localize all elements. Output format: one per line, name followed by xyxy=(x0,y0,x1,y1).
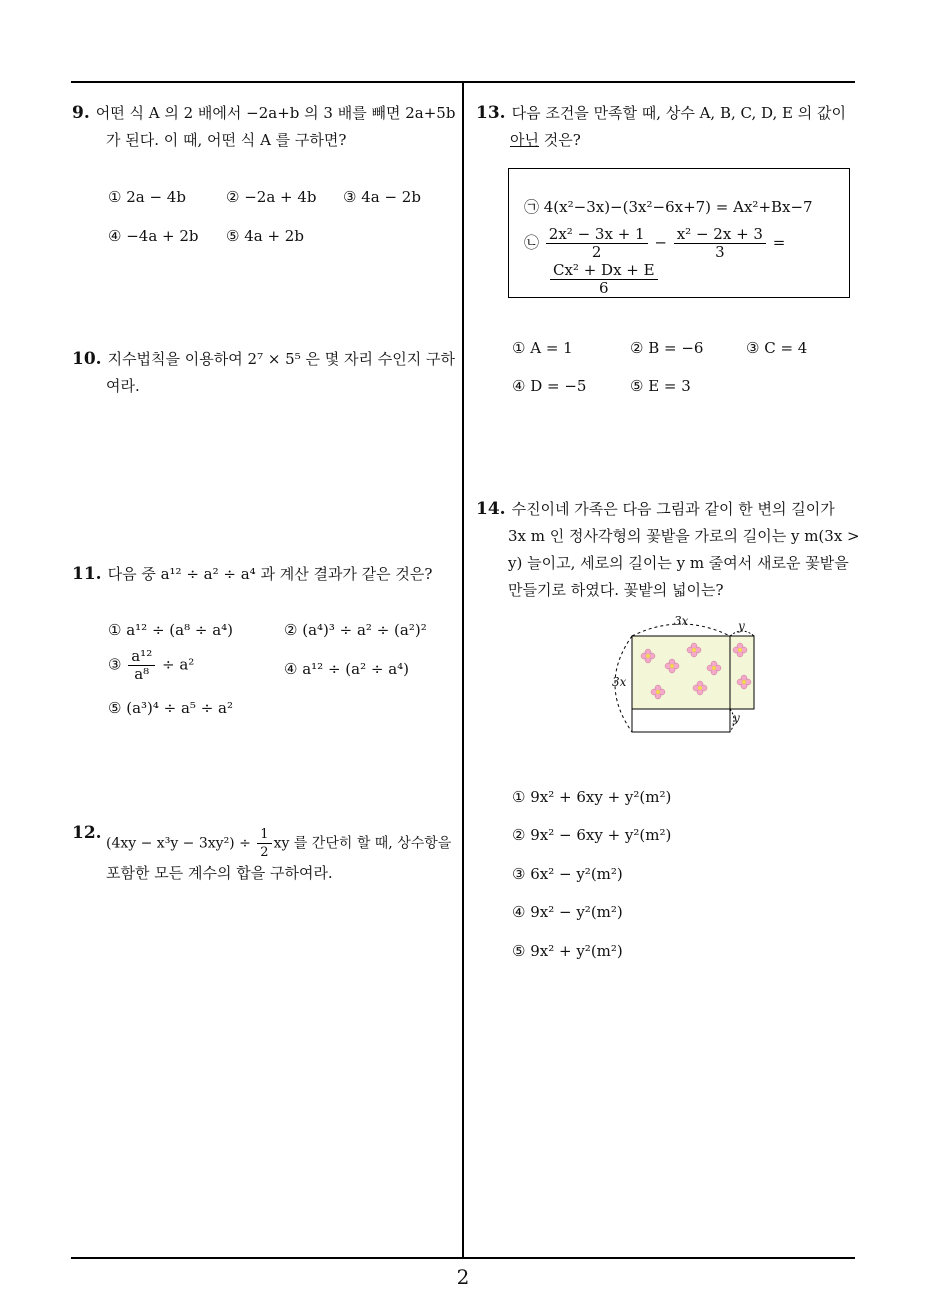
condition-marker: ㉡ xyxy=(524,233,540,252)
fraction xyxy=(550,262,658,297)
fig-label-top: 3x xyxy=(674,614,689,628)
numerator: a¹² xyxy=(128,648,155,666)
q11-option-1[interactable]: ① a¹² ÷ (a⁸ ÷ a⁴) xyxy=(108,621,234,639)
question-text: 여라. xyxy=(106,377,140,395)
fraction xyxy=(257,826,271,861)
q14-option-5[interactable]: ⑤ 9x² + y²(m²) xyxy=(512,942,623,960)
numerator: 1 xyxy=(257,826,271,844)
condition-1: ㉠ 4(x²−3x)−(3x²−6x+7) = Ax²+Bx−7 xyxy=(524,198,813,216)
question-9 xyxy=(72,100,457,154)
option-marker: ③ xyxy=(108,655,122,674)
condition-2-rhs xyxy=(548,262,660,297)
numerator: x² − 2x + 3 xyxy=(674,226,766,244)
question-text: y) 늘이고, 세로의 길이는 y m 줄여서 새로운 꽃밭을 xyxy=(508,554,849,572)
denominator: 3 xyxy=(715,243,725,261)
fig-label-y-top: y xyxy=(738,619,745,633)
question-text: 것은? xyxy=(538,131,581,149)
question-text: 3x m 인 정사각형의 꽃밭을 가로의 길이는 y m(3x > xyxy=(508,527,860,545)
q9-option-3[interactable]: ③ 4a − 2b xyxy=(343,188,421,206)
q14-option-1[interactable]: ① 9x² + 6xy + y²(m²) xyxy=(512,788,672,806)
question-number: 14. xyxy=(476,499,506,519)
question-text: 지수법칙을 이용하여 2⁷ × 5⁵ 은 몇 자리 수인지 구하 xyxy=(107,350,455,368)
question-10 xyxy=(72,346,457,400)
q11-option-2[interactable]: ② (a⁴)³ ÷ a² ÷ (a²)² xyxy=(284,621,427,639)
question-number: 10. xyxy=(72,349,102,369)
question-11 xyxy=(72,561,457,588)
denominator: 2 xyxy=(591,243,602,261)
denominator: 6 xyxy=(599,279,609,297)
q11-option-5[interactable]: ⑤ (a³)⁴ ÷ a⁵ ÷ a² xyxy=(108,699,234,717)
underlined-word: 아닌 xyxy=(510,131,539,149)
question-text: 만들기로 하였다. 꽃밭의 넓이는? xyxy=(508,581,724,599)
page-number: 2 xyxy=(456,1265,470,1289)
question-14 xyxy=(476,496,866,604)
condition-2 xyxy=(524,226,785,261)
question-number: 13. xyxy=(476,103,506,123)
question-text: 수진이네 가족은 다음 그림과 같이 한 변의 길이가 xyxy=(511,500,835,518)
q9-option-1[interactable]: ① 2a − 4b xyxy=(108,188,186,206)
fig-label-y-right: y xyxy=(733,711,740,725)
question-text: 어떤 식 A 의 2 배에서 −2a+b 의 3 배를 빼면 2a+5b xyxy=(95,104,456,122)
q13-option-5[interactable]: ⑤ E = 3 xyxy=(630,377,691,395)
denominator: a⁸ xyxy=(134,665,150,683)
question-text: xy 를 간단히 할 때, 상수항을 xyxy=(273,835,452,852)
center-divider xyxy=(462,82,464,1259)
q9-option-4[interactable]: ④ −4a + 2b xyxy=(108,227,199,245)
q13-option-3[interactable]: ③ C = 4 xyxy=(746,339,808,357)
minus-sign: − xyxy=(654,233,667,252)
q11-option-4[interactable]: ④ a¹² ÷ (a² ÷ a⁴) xyxy=(284,660,410,678)
q9-option-5[interactable]: ⑤ 4a + 2b xyxy=(226,227,304,245)
question-text: 다음 조건을 만족할 때, 상수 A, B, C, D, E 의 값이 xyxy=(511,104,846,122)
q11-option-3[interactable] xyxy=(108,648,194,683)
q14-option-4[interactable]: ④ 9x² − y²(m²) xyxy=(512,903,623,921)
numerator: 2x² − 3x + 1 xyxy=(546,226,648,244)
question-number: 12. xyxy=(72,823,102,843)
denominator: 2 xyxy=(260,845,269,860)
fig-label-left: 3x xyxy=(612,675,627,689)
question-text: 가 된다. 이 때, 어떤 식 A 를 구하면? xyxy=(106,131,347,149)
q9-option-2[interactable]: ② −2a + 4b xyxy=(226,188,317,206)
q14-option-3[interactable]: ③ 6x² − y²(m²) xyxy=(512,865,623,883)
question-12 xyxy=(72,820,462,882)
question-text: 다음 중 a¹² ÷ a² ÷ a⁴ 과 계산 결과가 같은 것은? xyxy=(107,565,433,583)
question-text: (4xy − x³y − 3xy²) ÷ xyxy=(106,835,251,852)
question-13 xyxy=(476,100,861,154)
fraction xyxy=(546,226,648,261)
question-text: 포함한 모든 계수의 합을 구하여라. xyxy=(106,864,333,882)
question-number: 9. xyxy=(72,103,90,123)
q13-option-4[interactable]: ④ D = −5 xyxy=(512,377,587,395)
q14-option-2[interactable]: ② 9x² − 6xy + y²(m²) xyxy=(512,826,672,844)
fraction xyxy=(674,226,766,261)
numerator: Cx² + Dx + E xyxy=(550,262,658,280)
option-text: ÷ a² xyxy=(162,655,195,674)
q13-option-2[interactable]: ② B = −6 xyxy=(630,339,704,357)
bottom-rule xyxy=(71,1257,855,1259)
question-number: 11. xyxy=(72,564,102,584)
q13-option-1[interactable]: ① A = 1 xyxy=(512,339,573,357)
fraction xyxy=(128,648,155,683)
equals-sign: = xyxy=(772,233,786,252)
